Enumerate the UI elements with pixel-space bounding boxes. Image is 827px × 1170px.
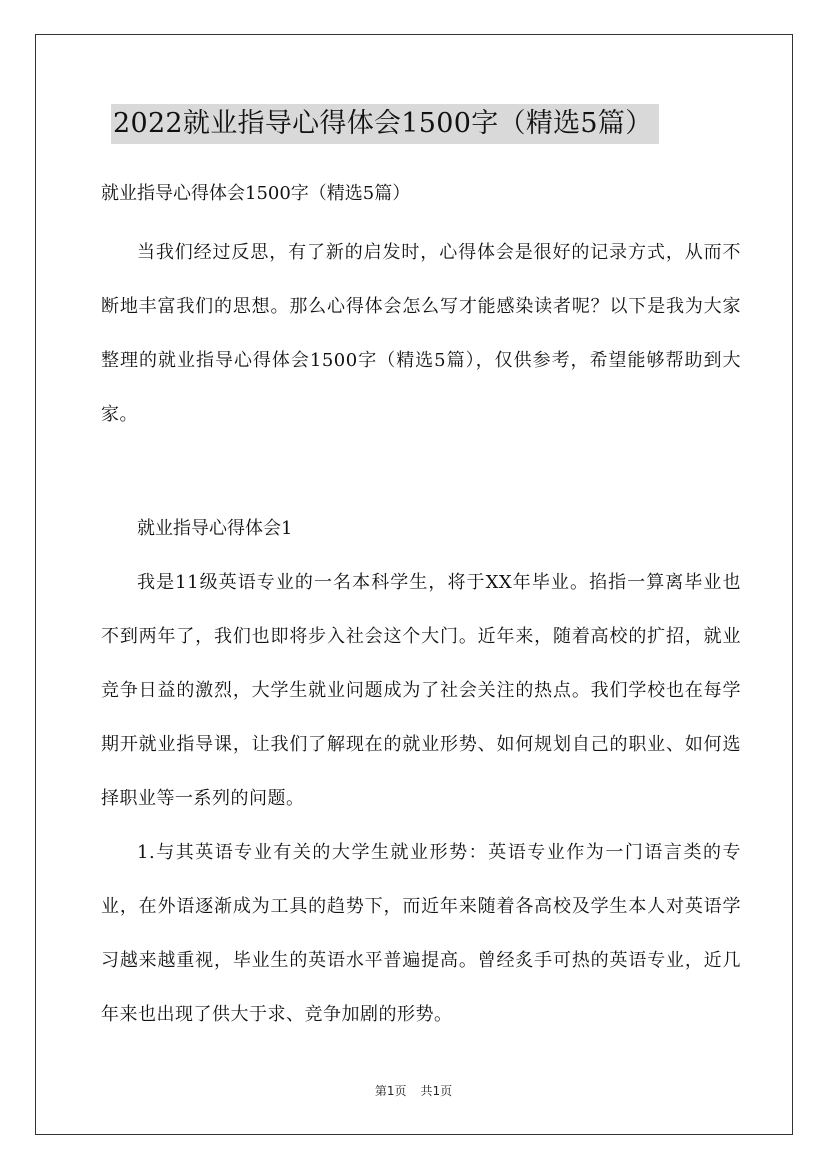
section-heading: 就业指导心得体会1 — [137, 518, 293, 539]
page-footer — [0, 1082, 827, 1099]
page-total: 共1页 — [420, 1084, 453, 1098]
body-paragraph: 1.与其英语专业有关的大学生就业形势：英语专业作为一门语言类的专业，在外语逐渐成为工具的趋势下，而近年来随着各高校及学生本人对英语学习越来越重视，毕业生的英语水平普遍提高。曾经炙手可热的英语专业，近几年来也出现了供大于求、竞争加剧的形势。 — [101, 842, 741, 1025]
page-number: 第1页 — [374, 1084, 407, 1098]
intro-paragraph: 当我们经过反思，有了新的启发时，心得体会是很好的记录方式，从而不断地丰富我们的思想。那么心得体会怎么写才能感染读者呢？以下是我为大家整理的就业指导心得体会1500字（精选5篇），仅供参考，希望能够帮助到大家。 — [101, 242, 741, 425]
document-title: 2022就业指导心得体会1500字（精选5篇） — [111, 104, 659, 144]
body-paragraph: 我是11级英语专业的一名本科学生，将于XX年毕业。掐指一算离毕业也不到两年了，我们也即将步入社会这个大门。近年来，随着高校的扩招，就业竞争日益的激烈，大学生就业问题成为了社会关注的热点。我们学校也在每学期开就业指导课，让我们了解现在的就业形势、如何规划自己的职业、如何选择职业等一系列的问题。 — [101, 572, 741, 809]
document-subtitle: 就业指导心得体会1500字（精选5篇） — [101, 183, 411, 204]
document-body — [101, 176, 741, 1042]
